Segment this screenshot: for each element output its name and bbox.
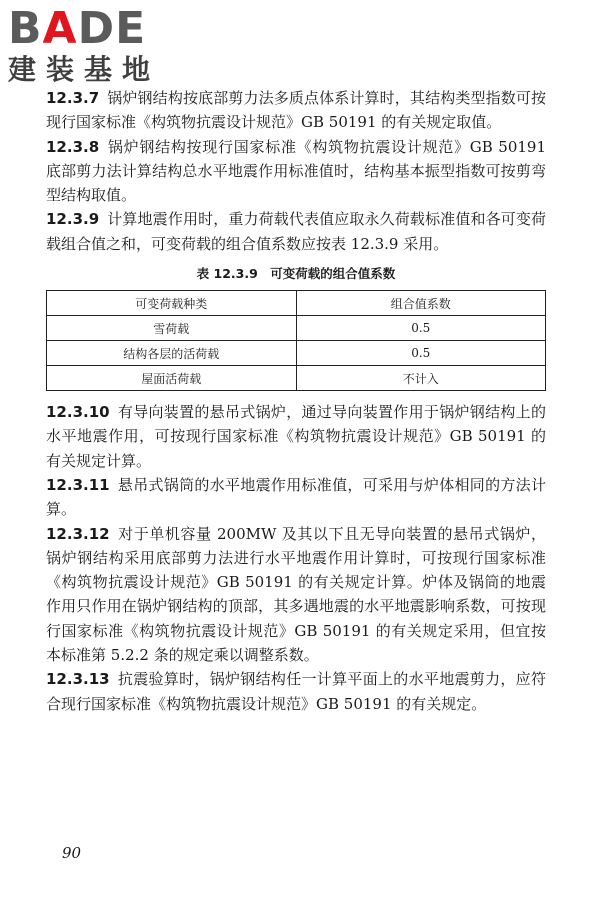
table-cell: 雪荷载 (47, 316, 297, 341)
table-cell: 屋面活荷载 (47, 366, 297, 391)
table-cell: 不计入 (296, 366, 546, 391)
table-header-cell: 可变荷载种类 (47, 291, 297, 316)
clause-12-3-12: 12.3.12 对于单机容量 200MW 及其以下且无导向装置的悬吊式锅炉，锅炉钢结构采用底部剪力法进行水平地震作用计算时，可按现行国家标准《构筑物抗震设计规范》GB 50191 的有关规定计算。炉体及锅筒的地震作用只作用在锅炉钢结构的顶部，其多遇地震的水平地震影响系数，可按现行国家标准《构筑物抗震设计规范》GB 50191 的有关规定采用，但宜按本标准第 5.2.2 条的规定乘以调整系数。 (46, 524, 546, 665)
table-header-cell: 组合值系数 (296, 291, 546, 316)
table-row (47, 366, 546, 391)
table-cell: 0.5 (296, 341, 546, 366)
clause-12-3-9: 12.3.9 计算地震作用时，重力荷载代表值应取永久荷载标准值和各可变荷载组合值之和，可变荷载的组合值系数应按表 12.3.9 采用。 (46, 210, 546, 253)
table-row (47, 316, 546, 341)
table-row (47, 341, 546, 366)
clause-12-3-8: 12.3.8 锅炉钢结构按现行国家标准《构筑物抗震设计规范》GB 50191 底部剪力法计算结构总水平地震作用标准值时，结构基本振型指数可按剪弯型结构取值。 (46, 137, 546, 205)
table-cell: 结构各层的活荷载 (47, 341, 297, 366)
logo-subtitle: 建装基地 (8, 53, 161, 86)
logo-wordmark: BADE (8, 3, 147, 54)
table-header-row (47, 291, 546, 316)
bade-logo (8, 3, 178, 90)
document-body (46, 86, 546, 716)
clause-12-3-7: 12.3.7 锅炉钢结构按底部剪力法多质点体系计算时，其结构类型指数可按现行国家标准《构筑物抗震设计规范》GB 50191 的有关规定取值。 (46, 89, 546, 132)
page-number: 90 (62, 844, 82, 862)
clause-12-3-13: 12.3.13 抗震验算时，锅炉钢结构任一计算平面上的水平地震剪力，应符合现行国家标准《构筑物抗震设计规范》GB 50191 的有关规定。 (46, 670, 546, 713)
clause-12-3-11: 12.3.11 悬吊式锅筒的水平地震作用标准值，可采用与炉体相同的方法计算。 (46, 475, 546, 519)
load-combination-table (46, 290, 546, 391)
table-title: 表 12.3.9 可变荷载的组合值系数 (196, 266, 396, 282)
clause-12-3-10: 12.3.10 有导向装置的悬吊式锅炉，通过导向装置作用于锅炉钢结构上的水平地震作用，可按现行国家标准《构筑物抗震设计规范》GB 50191 的有关规定计算。 (46, 403, 546, 470)
table-cell: 0.5 (296, 316, 546, 341)
